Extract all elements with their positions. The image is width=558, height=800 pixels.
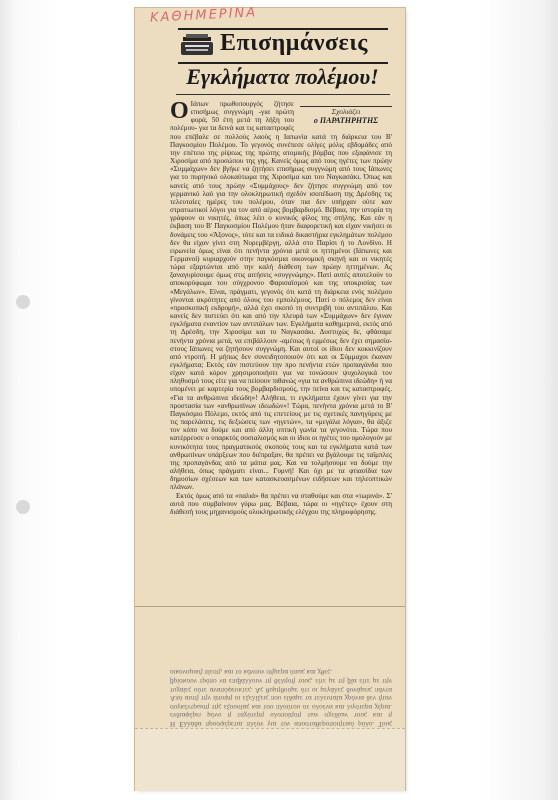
typewriter-icon — [180, 33, 214, 57]
author-signature — [300, 106, 392, 125]
article-paragraph — [170, 492, 392, 516]
paragraph-text: Ιάπων πρωθυπουργός ζήτησε επισήμως συγγνώμη -για πρώτη φορά, 50 έτη μετά τη λήξη του πολέμου- για τα δεινά και τις καταστροφές που επέβαλε σε πολλούς λαούς η Ιαπωνία κατά τη διάρκεια του Β' Παγκοσμίου Πολέμου. Το γεγονός συνέπεσε ολίγες μόλις εβδομάδες από την επέτειο της ρίψεως της πρώτης ατομικής βόμβας που εξαφάνισε τη Χιροσίμα από προσώπου της γης. Κανείς όμως από τους ηγέτες των πρώην «Συμμάχων» δεν βγήκε να ζητήσει επισήμως συγγνώμη από τους Ιάπωνες για το πυρηνικό ολοκαύτωμα της Χιροσίμα και του Ναγκασάκι. Όπως και κανείς από τους πρώην «Συμμάχους» δεν ζήτησε συγγνώμη από τον γερμανικό λαό για την ολοκληρωτική σχεδόν ισοπέδωση της Δρέσδης τις τελευταίες ημέρες του πολέμου, όταν πια δεν υπήρχαν ούτε καν στρατιωτικοί λόγοι για τον από αέρος βομβαρδισμό. Βέβαια, την ιστορία τη γράφουν οι νικητές, όπως λέει ο κυνικός φίλος της στήλης. Και εάν η έκβαση του Β' Παγκοσμίου Πολέμου ήταν διαφορετική και είχαν νικήσει οι δυνάμεις του «Άξονος», τότε και τα ειδικά δικαστήρια εγκλημάτων πολέμου δεν θα είχαν γίνει στη Νυρεμβέργη, αλλά στο Παρίσι ή το Λονδίνο. Η ειρωνεία όμως είναι ότι πενήντα χρόνια μετά οι ηττημένοι (Ιάπωνες και Γερμανοί) κυριαρχούν στην παγκόσμια οικονομική σκηνή και οι νικητές τώρα εξαρτώνται από την καλή διάθεση των πρώην ηττημένων. Ας ξαναγυρίσουμε όμως στις αιτήσεις «συγγνώμης». Πατί αυτές αποτελούν το αποκορύφωμα του σύγχρονου Φαρισαϊσμού και της υποκρισίας των «Μεγάλων». Είναι, πράγματι, γεγονός ότι κατά τη διάρκεια ενός πολέμου γίνονται ακρότητες από όλους του εμπολέμους. Πατί ο πόλεμος δεν είναι «προσκοπική εκδρομή», αλλά έχει σκοπό τη συντριβή του αντιπάλου. Και κανείς δεν πιστεύει ότι και από την πλευρά των «Συμμάχων» δεν έγιναν εγκλήματα εναντίον των αντιπάλων των. Εγκλήματα καθημερινά, εκτός από τη Δρέσδη, την Χιροσίμα και το Ναγκασάκι. Δυστυχώς δε, φθάσαμε πενήντα χρόνια μετά, να επιβάλλουν -αμέσως ή εμμέσως δεν έχει σημασία- στους Ιάπωνες να ζητήσουν συγγνώμη. Και αυτοί οι ίδιοι δεν κοκκινίζουν από ντροπή. Η μήπως δεν συνειδητοποιούν ότι και οι Σύμμαχοι έκαναν εγκλήματα; Εκτός εάν πιστεύουν την προ πενήντα ετών προπαγάνδα που είχαν κατά κόρον χρησιμοποιήσει για να τονώσουν ψυχολογικά τον πληθυσμό τους είτε για να πείσουν πιθανώς «για τα ανθρώπινα ιδεώδη» ή να υπομένει με καρτερία τους βομβαρδισμούς, την πείνα και τις καταστροφές. «Για τα ανθρώπινα ιδεώδη»! Αλήθεια, τι εγκλήματα έχουν γίνει για την προστασία των «ανθρωπίνων ιδεωδών»! Τώρα, πενήντα χρόνια μετά το Β' Παγκόσμιο Πόλεμο, εκτός από τις επετείους με τις σχετικές πανηγύρεις με τις παρελάσεις, τις δεξιώσεις των «ηγετών», τα «μεγάλα λόγια», θα άξιζε τον κόπο να δούμε και από άλλη οπτική γωνία τα γεγονότα. Τώρα που κατέρρευσε ο υπαρκτός σοσιαλισμός και οι ίδιοι οι ηγέτες του ομολογούν με κυνικότητα τους πραγματικούς σκοπούς τους και τα εγκλήματα κατά των ανθρωπίνων υπάρξεων που διέπραξαν, θα πρέπει να βγάλουμε τις ταΐμπλες της προπαγάνδας από τα μάτια μας. Και να τολμήσουμε να δούμε την αλήθεια, όπως πράγματι είναι... Γυμνή! Και όχι με τα φτιασίδια των δημοσίων σχέσεων και των κατασκευασμένων ειδήσεων και τηλεοπτικών πλάνων. — [170, 100, 392, 492]
paragraph-text: Εκτός όμως από τα «παλιά» θα πρέπει να σταθούμε και στα «τωρινά». Σ' αυτά που συμβαίνουν γύρω μας. Βέβαια, τώρα οι «ηγέτες» έχουν στη διάθεσή τους μηχανισμούς ολοκληρωτικής ελέγχου της πληροφόρησης. — [170, 491, 392, 516]
clipping-bottom-edge — [135, 728, 405, 791]
punch-hole — [16, 295, 30, 309]
reverse-side-text: Η Ελλάδα προσφέρεται πλέον για τον αποσταθεροποιητικό ρόλο. Τους ενδιαφέρει μόνο η ταχύτερη υλοποίηση των σχεδίων τους και η συγκέντρωση της εξουσίας και του πλούτου σε ολοένα και λιγότερα χέρια. Από αυτή την άποψη οι εξελίξεις που είδαμε τα τελευταία χρόνια δεν ήταν τυχαίες ούτε αναπόφευκτες. Ας θυμηθούμε ότι οι μεγάλες δυνάμεις πάντα βρίσκουν τρόπο να επιβάλλουν τη θέλησή τους, είτε με τη βία είτε με την οικονομική πίεση, και το κάνουν σήμερα όπως και χθες. — [170, 668, 392, 728]
section-title: Επισημάνσεις — [220, 30, 368, 56]
signature-label: Σχολιάζει — [331, 107, 361, 116]
handwritten-source-note: ΚΑΘΗΜΕΡΙΝΑ — [149, 5, 258, 26]
clipping-fold — [135, 606, 405, 607]
drop-cap: Ο — [170, 100, 189, 124]
article-headline: Εγκλήματα πολέμου! — [186, 64, 379, 89]
punch-hole — [16, 500, 30, 514]
column-masthead — [178, 28, 388, 64]
headline-divider — [176, 94, 390, 95]
article-paragraph — [170, 100, 392, 492]
article-body — [170, 100, 392, 600]
signature-name: ο ΠΑΡΑΤΗΡΗΤΗΣ — [313, 116, 379, 125]
